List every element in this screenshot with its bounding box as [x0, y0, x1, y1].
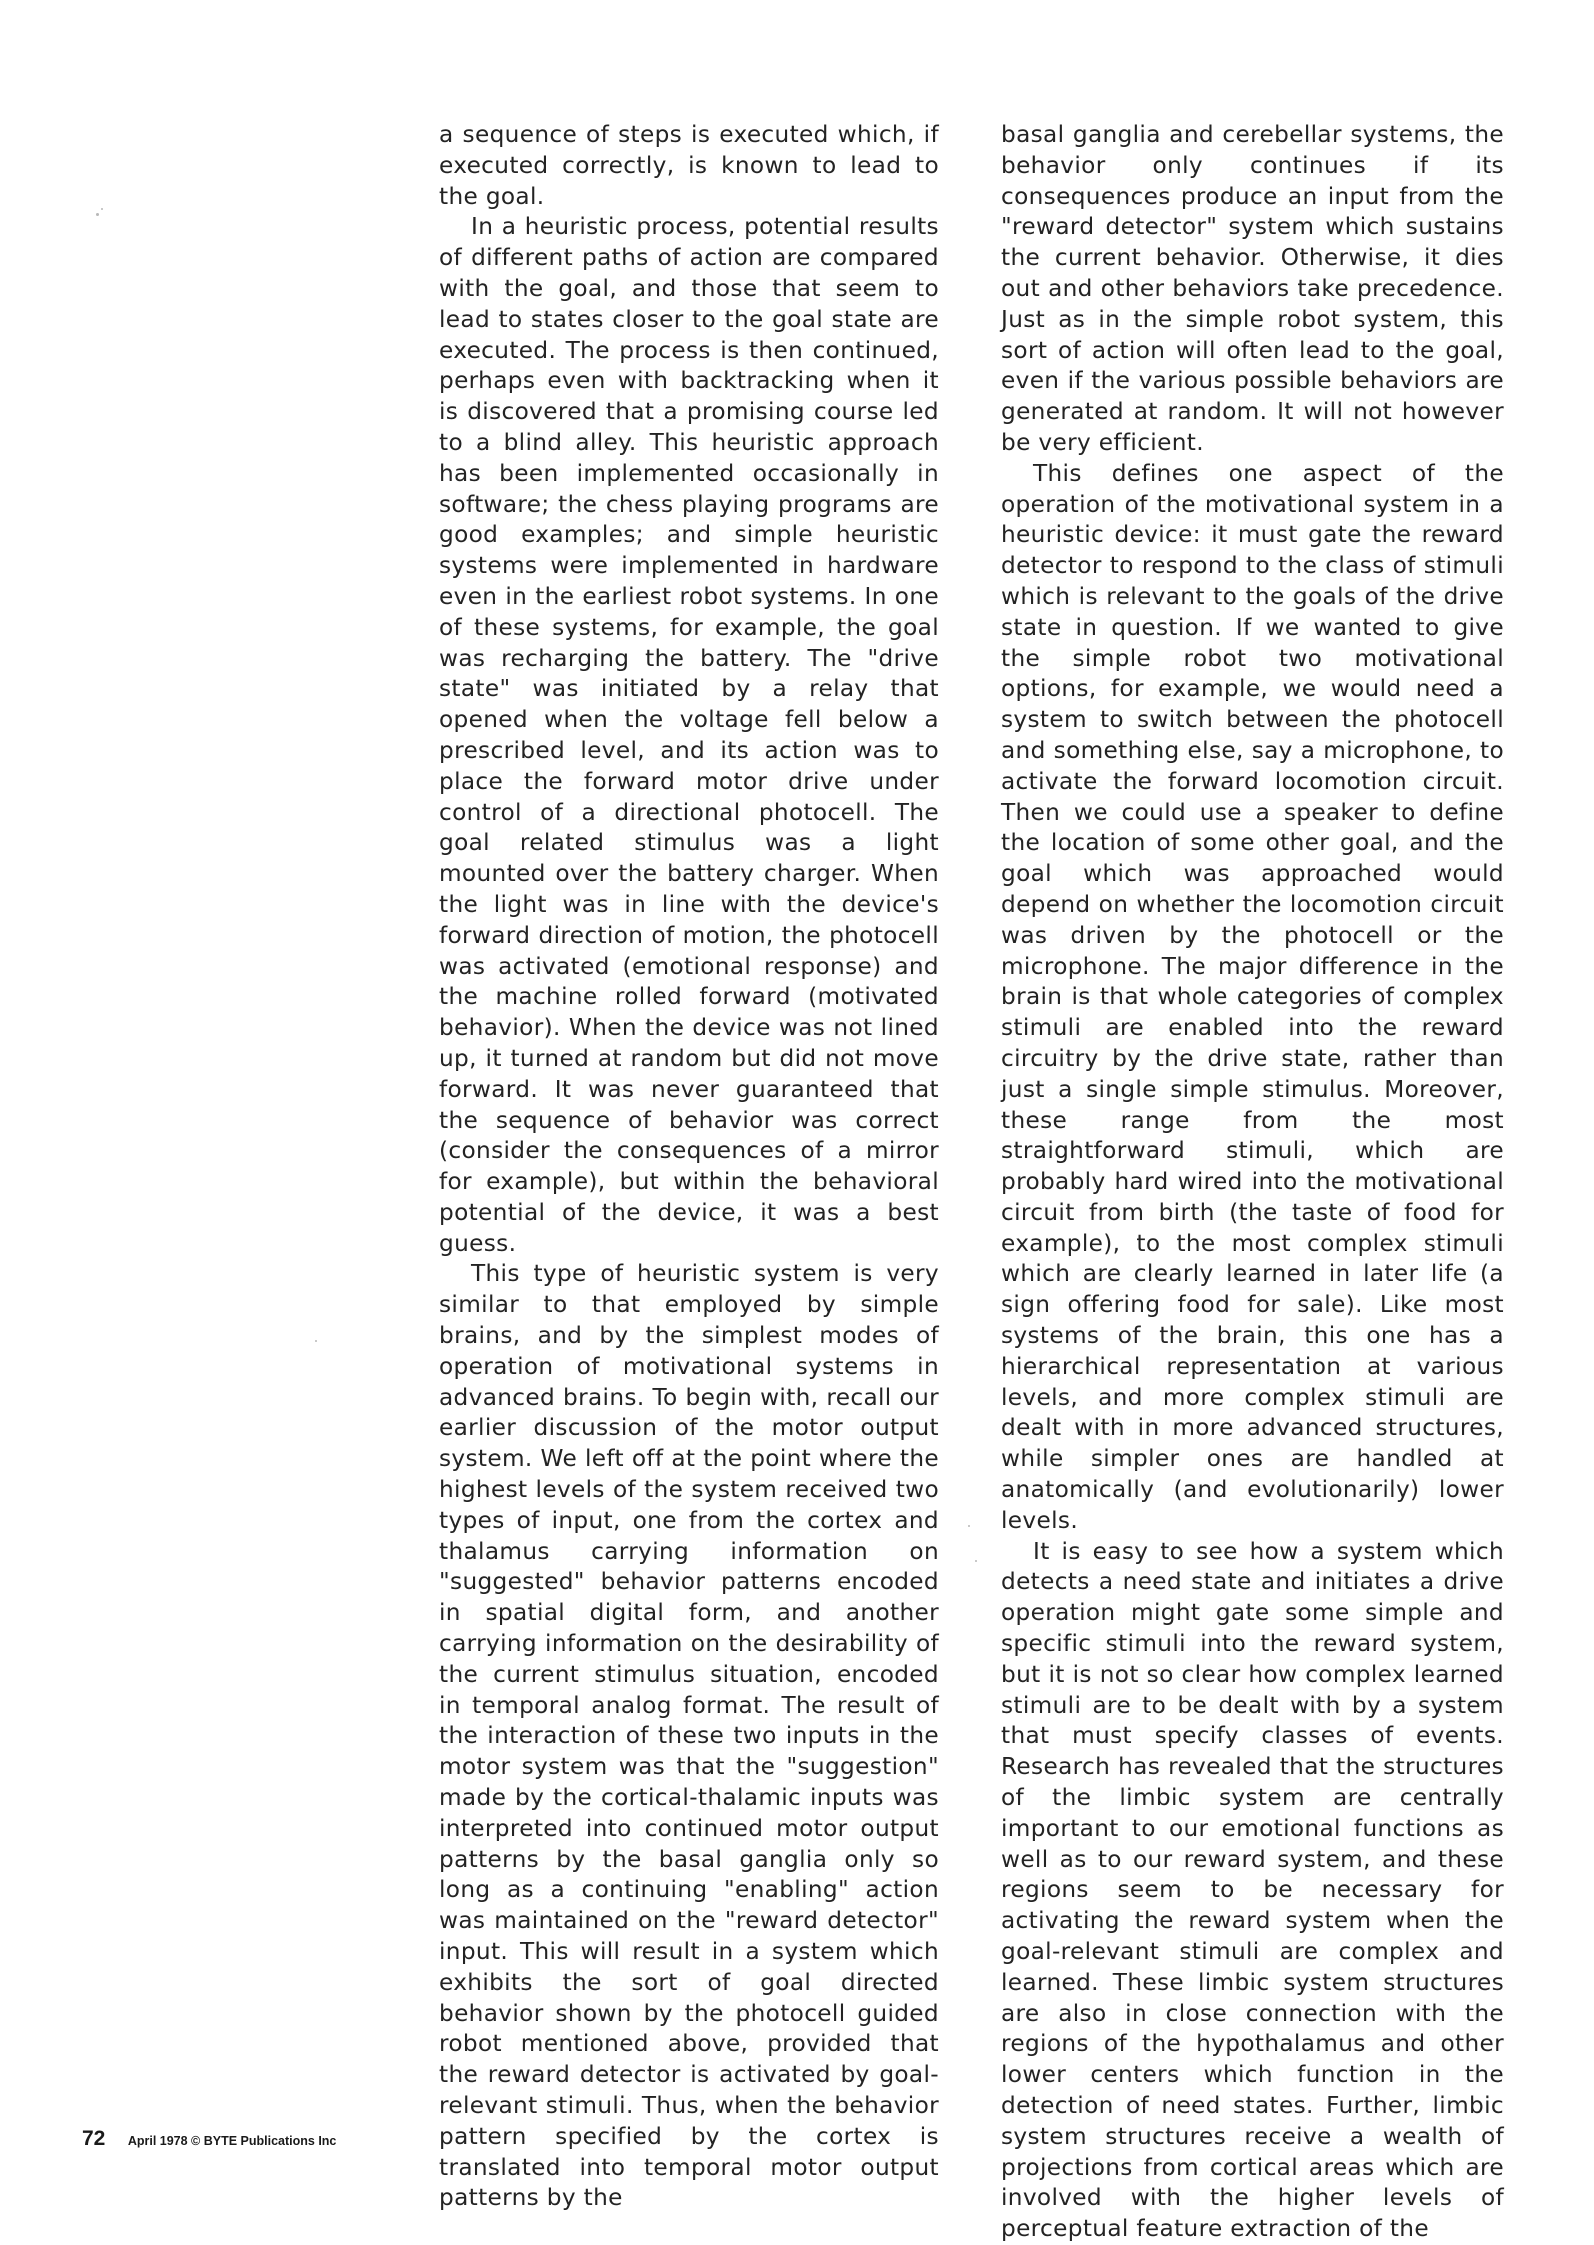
paragraph: basal ganglia and cerebellar systems, the behavior only continues if its consequences produce an input from the "reward detector" system which sustains the current behavior. Otherwise, it dies out and other behaviors take precedence. Just as in the simple robot system, this sort of action will often lead to the goal, even if the various possible behaviors are generated at random. It will not however be very efficient.: [1001, 121, 1504, 456]
scan-speck: [975, 1560, 977, 1562]
paragraph: In a heuristic process, potential results of different paths of action are compared with the goal, and those that seem to lead to states closer to the goal state are executed. The process is then continued, perhaps even with backtracking when it is discovered that a promising course led to a blind alley. This heuristic approach has been implemented occasionally in software; the chess playing programs are good examples; and simple heuristic systems were implemented in hardware even in the earliest robot systems. In one of these systems, for example, the goal was recharging the battery. The "drive state" was initiated by a relay that opened when the voltage fell below a prescribed level, and its action was to place the forward motor drive under control of a directional photocell. The goal related stimulus was a light mounted over the battery charger. When the light was in line with the device's forward direction of motion, the photocell was activated (emotional response) and the machine rolled forward (motivated behavior). When the device was not lined up, it turned at random but did not move forward. It was never guaranteed that the sequence of behavior was correct (consider the consequences of a mirror for example), but within the behavioral potential of the device, it was a best guess.: [439, 213, 939, 1257]
scan-speck: [968, 1525, 970, 1527]
publication-info: April 1978 © BYTE Publications Inc: [127, 2134, 337, 2148]
scan-speck: [101, 208, 103, 210]
paragraph: It is easy to see how a system which detects a need state and initiates a drive operation might gate some simple and specific stimuli into the reward system, but it is not so clear how complex learned stimuli are to be dealt with by a system that must specify classes of events. Research has revealed that the structures of the limbic system are centrally important to our emotional functions as well as to our reward system, and these regions seem to be necessary for activating the reward system when the goal-relevant stimuli are complex and learned. These limbic system structures are also in close connection with the regions of the hypothalamus and other lower centers which function in the detection of need states. Further, limbic system structures receive a wealth of projections from cortical areas which are involved with the higher levels of perceptual feature extraction of the: [1001, 1537, 1504, 2243]
scan-speck: [96, 213, 99, 216]
paragraph: This defines one aspect of the operation of the motivational system in a heuristic device: it must gate the reward detector to respond to the class of stimuli which is relevant to the goals of the drive state in question. If we wanted to give the simple robot two motivational options, for example, we would need a system to switch between the photocell and something else, say a microphone, to activate the forward locomotion circuit. Then we could use a speaker to define the location of some other goal, and the goal which was approached would depend on whether the locomotion circuit was driven by the photocell or the microphone. The major difference in the brain is that whole categories of complex stimuli are enabled into the reward circuitry by the drive state, rather than just a single simple stimulus. Moreover, these range from the most straightforward stimuli, which are probably hard wired into the motivational circuit from birth (the taste of food for example), to the most complex stimuli which are clearly learned in later life (a sign offering food for sale). Like most systems of the brain, this one has a hierarchical representation at various levels, and more complex stimuli are dealt with in more advanced structures, while simpler ones are handled at anatomically (and evolutionarily) lower levels.: [1001, 459, 1504, 1534]
page-number: 72: [82, 2127, 106, 2150]
text-column-left: [439, 120, 939, 2214]
scan-speck: [315, 1340, 317, 1342]
page-footer: [82, 2127, 336, 2151]
paragraph: a sequence of steps is executed which, if executed correctly, is known to lead to the goal.: [439, 121, 939, 210]
paragraph: This type of heuristic system is very similar to that employed by simple brains, and by the simplest modes of operation of motivational systems in advanced brains. To begin with, recall our earlier discussion of the motor output system. We left off at the point where the highest levels of the system received two types of input, one from the cortex and thalamus carrying information on "suggested" behavior patterns encoded in spatial digital form, and another carrying information on the desirability of the current stimulus situation, encoded in temporal analog format. The result of the interaction of these two inputs in the motor system was that the "suggestion" made by the cortical-thalamic inputs was interpreted into continued motor output patterns by the basal ganglia only so long as a continuing "enabling" action was maintained on the "reward detector" input. This will result in a system which exhibits the sort of goal directed behavior shown by the photocell guided robot mentioned above, provided that the reward detector is activated by goal-relevant stimuli. Thus, when the behavior pattern specified by the cortex is translated into temporal motor output patterns by the: [439, 1260, 939, 2212]
text-column-right: [1001, 120, 1504, 2245]
